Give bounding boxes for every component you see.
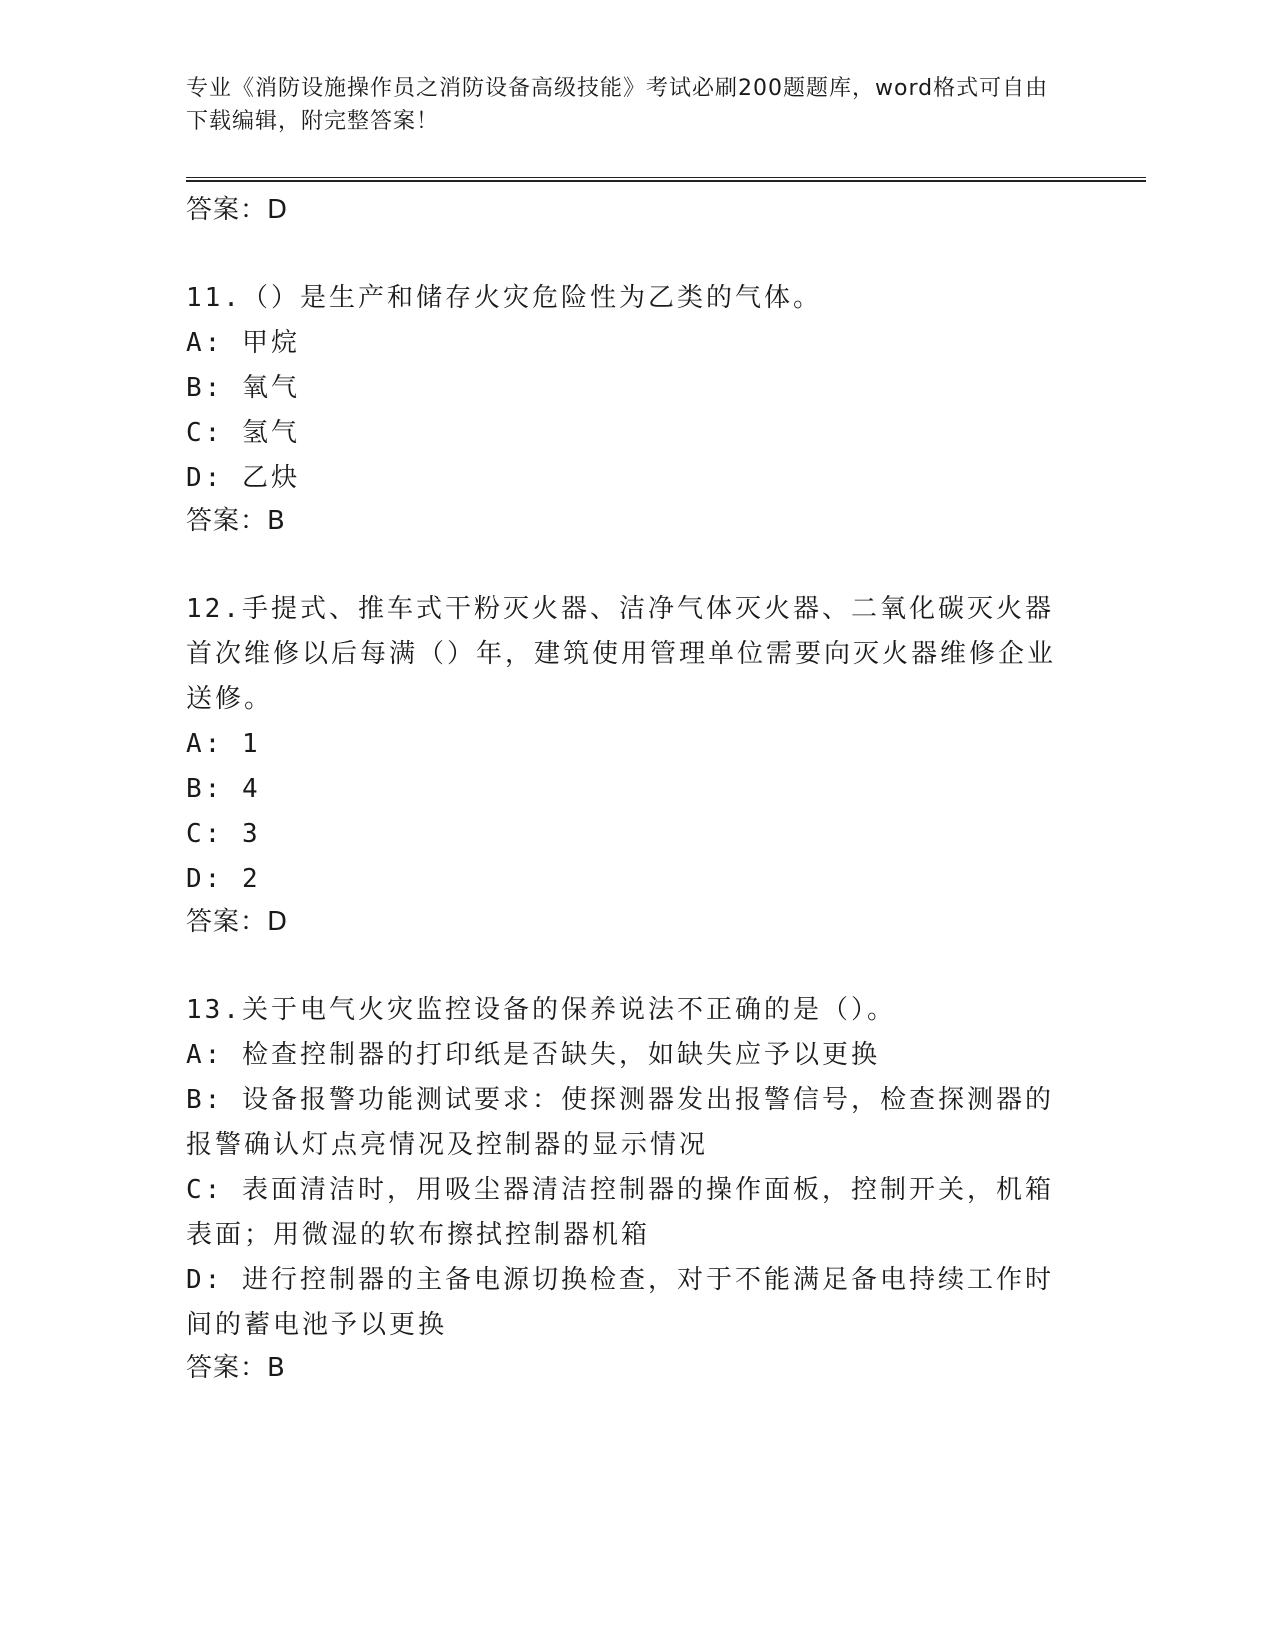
option-b: B: 设备报警功能测试要求：使探测器发出报警信号，检查探测器的报警确认灯点亮情况及控制器的显示情况 — [186, 1085, 1054, 1160]
answer-line: 答案：D — [186, 907, 289, 937]
option-b: B: 4 — [186, 774, 261, 804]
question-stem: 13.关于电气火灾监控设备的保养说法不正确的是（）。 — [186, 995, 896, 1025]
option-c: C: 3 — [186, 819, 261, 849]
question-stem: 11.（）是生产和储存火灾危险性为乙类的气体。 — [186, 283, 822, 313]
header-divider — [186, 177, 1146, 182]
option-c: C: 表面清洁时，用吸尘器清洁控制器的操作面板，控制开关，机箱表面；用微湿的软布擦拭控制器机箱 — [186, 1175, 1054, 1250]
document-header: 专业《消防设施操作员之消防设备高级技能》考试必刷200题题库，word格式可自由下载编辑，附完整答案！ — [186, 76, 1049, 134]
answer-line: 答案：B — [186, 1353, 286, 1383]
answer-line: 答案：B — [186, 506, 286, 536]
option-d: D: 乙炔 — [186, 463, 300, 493]
option-a: A: 甲烷 — [186, 328, 300, 358]
answer-line: 答案：D — [186, 195, 289, 225]
option-a: A: 检查控制器的打印纸是否缺失，如缺失应予以更换 — [186, 1040, 880, 1070]
question-stem: 12.手提式、推车式干粉灭火器、洁净气体灭火器、二氧化碳灭火器首次维修以后每满（）年，建筑使用管理单位需要向灭火器维修企业送修。 — [186, 594, 1057, 714]
option-c: C: 氢气 — [186, 418, 300, 448]
option-a: A: 1 — [186, 729, 261, 759]
option-d: D: 进行控制器的主备电源切换检查，对于不能满足备电持续工作时间的蓄电池予以更换 — [186, 1265, 1054, 1340]
question-block — [186, 988, 1066, 1388]
question-block — [186, 587, 1066, 942]
document-body — [186, 190, 1066, 1388]
option-b: B: 氧气 — [186, 373, 300, 403]
option-d: D: 2 — [186, 864, 261, 894]
question-block — [186, 276, 1066, 541]
